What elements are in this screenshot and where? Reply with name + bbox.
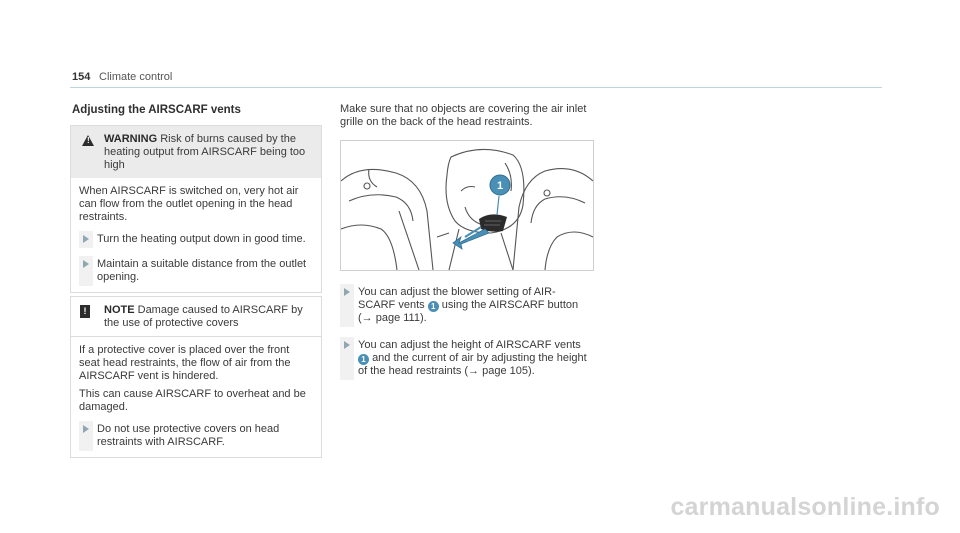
seat-line [437,233,449,237]
warning-keyword: WARNING [104,133,158,145]
airscarf-illustration [341,141,593,270]
warning-exclamation-icon: ! [87,136,90,145]
watermark: carmanualsonline.info [670,493,940,521]
callout-number: 1 [496,180,504,192]
note-exclamation-icon: ! [80,305,90,318]
note-body [71,337,321,457]
step-arrow-icon [344,341,350,349]
left-seat-contour [341,225,397,270]
step-arrow-icon [83,235,89,243]
right-step-text: You can adjust the height of AIRSCARF vents [358,339,581,351]
warning-step-text: Turn the heating output down in good time. [97,233,306,245]
right-step-text: using the AIRSCARF button (→ page 111). [358,299,579,324]
note-keyword: NOTE [104,304,135,316]
airscarf-vent [479,214,507,231]
right-step-text: You can adjust the blower setting of AIR-SCARF vents [358,286,556,311]
intro-text: Make sure that no objects are covering the air inlet grille on the back of the head restraints. [340,103,587,128]
head-restraint-contour [461,187,475,192]
step-arrow-icon [83,425,89,433]
step-arrow-icon [83,260,89,268]
warning-step [79,233,311,246]
page-number: 154 [72,71,91,83]
right-steps [340,280,592,378]
note-text: This can cause AIRSCARF to overheat and be damaged. [79,388,306,413]
header-rule [70,87,882,88]
right-seat-contour [545,232,593,270]
left-seat-knob [364,183,370,189]
warning-box [70,125,322,293]
right-seat-contour [531,197,585,223]
right-seat-outline [513,169,593,270]
note-title: Damage caused to AIRSCARF by the use of protective covers [104,304,303,329]
warning-step-text: Maintain a suitable distance from the outlet opening. [97,258,307,283]
right-seat-knob [544,190,550,196]
warning-header [71,126,321,178]
warning-body [71,178,321,292]
note-text: If a protective cover is placed over the front seat head restraints, the flow of air from the AIRSCARF vent is hindered. [79,344,291,382]
note-header [71,297,321,337]
warning-text: When AIRSCARF is switched on, very hot air can flow from the outlet opening in the head restraints. [79,185,299,223]
right-step [340,339,592,378]
section-title: Adjusting the AIRSCARF vents [72,104,241,116]
left-seat-line [399,211,419,270]
airscarf-figure [340,140,594,271]
left-seat-outline [341,169,433,270]
warning-step [79,258,311,284]
callout-badge: 1 [358,354,369,365]
warning-title: Risk of burns caused by the heating output from AIRSCARF being too high [104,133,306,171]
right-step [340,286,592,325]
note-step [79,423,311,449]
left-seat-contour [349,195,413,221]
note-box [70,296,322,458]
callout-leader [497,196,499,215]
step-arrow-icon [344,288,350,296]
callout-badge: 1 [428,301,439,312]
section-name: Climate control [99,71,173,83]
note-step-text: Do not use protective covers on head restraints with AIRSCARF. [97,423,280,448]
right-step-text: and the current of air by adjusting the height of the head restraints (→ page 105). [358,352,587,377]
